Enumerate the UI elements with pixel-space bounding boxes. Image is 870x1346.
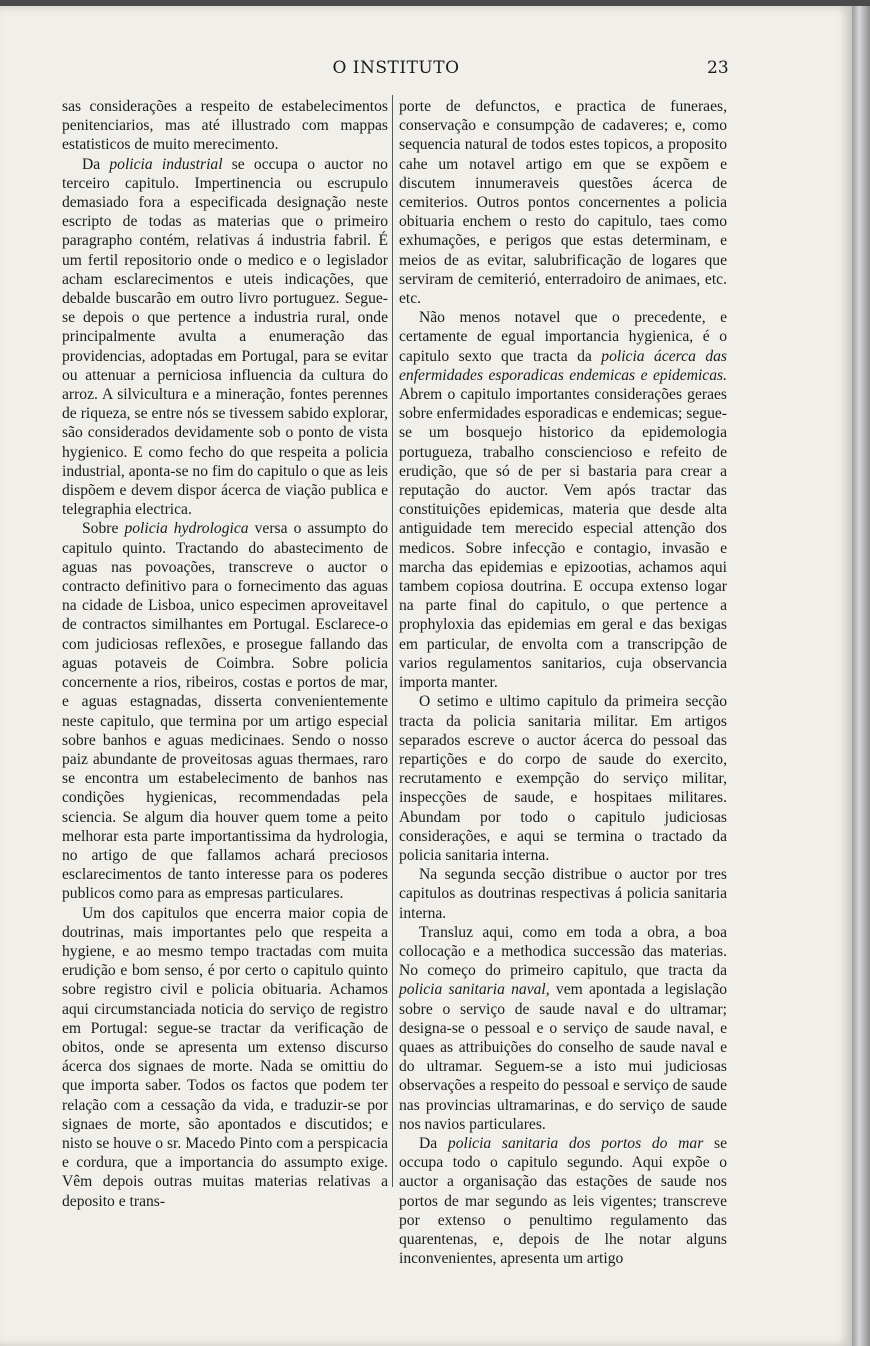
- page-number: 23: [707, 58, 729, 78]
- running-title: O INSTITUTO: [332, 58, 460, 78]
- paragraph: [399, 923, 727, 1134]
- text: Da: [419, 1134, 448, 1152]
- page-header: [0, 58, 852, 88]
- text: se occupa todo o capitulo segundo. Aqui expõe o auctor a organisação das estações de saude nos portos de mar segundo as leis vigentes; transcreve por extenso o penultimo regulamento das quarentenas, e, depois de lhe notar alguns inconvenientes, apresenta um artigo: [399, 1134, 727, 1268]
- right-column: [399, 97, 727, 1268]
- paragraph: [399, 1134, 727, 1268]
- text: Abrem o capitulo importantes considerações geraes sobre enfermidades esporadicas e endemicas; segue-se um bosquejo historico da epidemologia portugueza, trabalho consciencioso e refeito de erudição, que só de per si bastaria para crear a reputação do auctor. Vem após tractar das constituições epidemicas, materia que desde alta antiguidade tem merecido especial attenção dos medicos. Sobre infecção e contagio, invasão e marcha das epidemias e epizootias, achamos aqui tambem copiosa doutrina. E occupa extenso logar na parte final do capitulo, o que pertence a prophyloxia das epidemias em geral e das bexigas em particular, de envolta com a transcripção de varios regulamentos sanitarios, cuja observancia importa manter.: [399, 386, 727, 692]
- paragraph: porte de defunctos, e practica de funeraes, conservação e consumpção de cadaveres; e, como sequencia natural de todos estes topicos, a proposito cahe um notavel artigo em que se expõem e discutem innumeraveis questões ácerca de cemiterios. Outros pontos concernentes a policia obituaria enchem o resto do capitulo, taes como exhumações, e perigos que estas determinam, e meios de as evitar, salubrificação de logares que serviram de cemiterió, enterradoiro de animaes, etc. etc.: [399, 98, 727, 308]
- emphasis: policia sanitaria dos portos do mar: [447, 1134, 704, 1152]
- paragraph: [399, 308, 727, 692]
- text: vem apontada a legislação sobre o serviço de saude naval e do ultramar; designa-se o pessoal e o serviço de saude naval, e quaes as attribuições do conselho de saude naval e do ultramar. Seguem-se a isto mui judiciosas observações a respeito do pessoal e serviço de saude nas provincias ultramarinas, e do serviço de saude nos navios particulares.: [399, 981, 727, 1133]
- text: Não menos notavel que o precedente, e certamente de egual importancia hygienica, é o capitulo sexto que tracta da: [399, 309, 727, 365]
- left-column: [62, 97, 388, 1211]
- text: versa o assumpto do capitulo quinto. Tractando do abastecimento de aguas nas povoações, transcreve o auctor o contracto definitivo para o fornecimento das aguas na cidade de Lisboa, unico especimen aproveitavel de contractos similhantes em Portugal. Esclarece-o com judiciosas reflexões, e prosegue fallando das aguas potaveis de Coimbra. Sobre policia concernente a rios, ribeiros, costas e portos de mar, e aguas estagnadas, disserta convenientemente neste capitulo, que termina por um artigo especial sobre banhos e aguas medicinaes. Sendo o nosso paiz abundante de proveitosas aguas thermaes, raro se encontra um estabelecimento de banhos nas condições hygienicas, recommendadas pela sciencia. Se algum dia houver quem tome a peito melhorar esta parte importantissima da hydrologia, no artigo de que fallamos achará preciosos esclarecimentos de tanto interesse para os poderes publicos como para as empresas particulares.: [62, 520, 388, 903]
- column-divider: [392, 95, 393, 1187]
- emphasis: policia ácerca das enfermidades esporadicas endemicas e epidemicas.: [399, 347, 727, 384]
- page-edge: [852, 6, 870, 1346]
- emphasis: policia industrial: [109, 155, 223, 173]
- paragraph: Na segunda secção distribue o auctor por tres capitulos as doutrinas respectivas á policia sanitaria interna.: [399, 866, 727, 922]
- paragraph: O setimo e ultimo capitulo da primeira secção tracta da policia sanitaria militar. Em artigos separados escreve o auctor ácerca do pessoal das repartições e do corpo de saude do exercito, recrutamento e exempção do serviço militar, inspecções de saude, e hospitaes militares. Abundam por todo o capitulo judiciosas considerações, e aqui se termina o tractado da policia sanitaria interna.: [399, 693, 727, 864]
- paragraph: Um dos capitulos que encerra maior copia de doutrinas, mais importantes pelo que respeita a hygiene, e ao mesmo tempo tractadas com muita erudição e bom senso, é por certo o capitulo quinto sobre registro civil e policia obituaria. Achamos aqui circumstanciada noticia do serviço de registro em Portugal: segue-se tractar da verificação de obitos, onde se apresenta um extenso discurso ácerca dos signaes de morte. Nada se omittiu do que importa saber. Todos os factos que podem ter relação com a cessação da vida, e traduzir-se por signaes de morte, são apontados e discutidos; e nisto se houve o sr. Macedo Pinto com a perspicacia e cordura, que a importancia do assumpto exige. Vêm depois outras muitas materias relativas a deposito e trans-: [62, 904, 388, 1210]
- paragraph: [62, 519, 388, 903]
- text: Da: [82, 155, 110, 173]
- emphasis: policia sanitaria naval,: [399, 981, 550, 999]
- paragraph: sas considerações a respeito de estabelecimentos penitenciarios, mas até illustrado com mappas estatisticos de muito merecimento.: [62, 98, 388, 154]
- paragraph: [62, 155, 388, 520]
- emphasis: policia hydrologica: [124, 520, 249, 538]
- text: Transluz aqui, como em toda a obra, a boa collocação e a methodica successão das materias. No começo do primeiro capitulo, que tracta da: [399, 923, 727, 980]
- text: Sobre: [82, 520, 125, 538]
- text: se occupa o auctor no terceiro capitulo. Impertinencia ou escrupulo demasiado fora a especificada designação neste escripto de todas as materias que o primeiro paragrapho contém, relativas á industria fabril. É um fertil repositorio onde o medico e o legislador acham esclarecimentos e uteis indicações, que debalde buscarão em outro livro portuguez. Segue-se depois o que pertence a industria rural, onde principalmente avulta a enumeração das providencias, adoptadas em Portugal, para se evitar ou attenuar a perniciosa influencia da cultura do arroz. A silvicultura e a mineração, fontes perennes de riqueza, se entre nós se tivessem sabido explorar, são considerados devidamente sob o ponto de vista hygienico. E como fecho do que respeita a policia industrial, aponta-se no fim do capitulo o que as leis dispõem e devem dispor ácerca de viação publica e telegraphia electrica.: [62, 155, 388, 519]
